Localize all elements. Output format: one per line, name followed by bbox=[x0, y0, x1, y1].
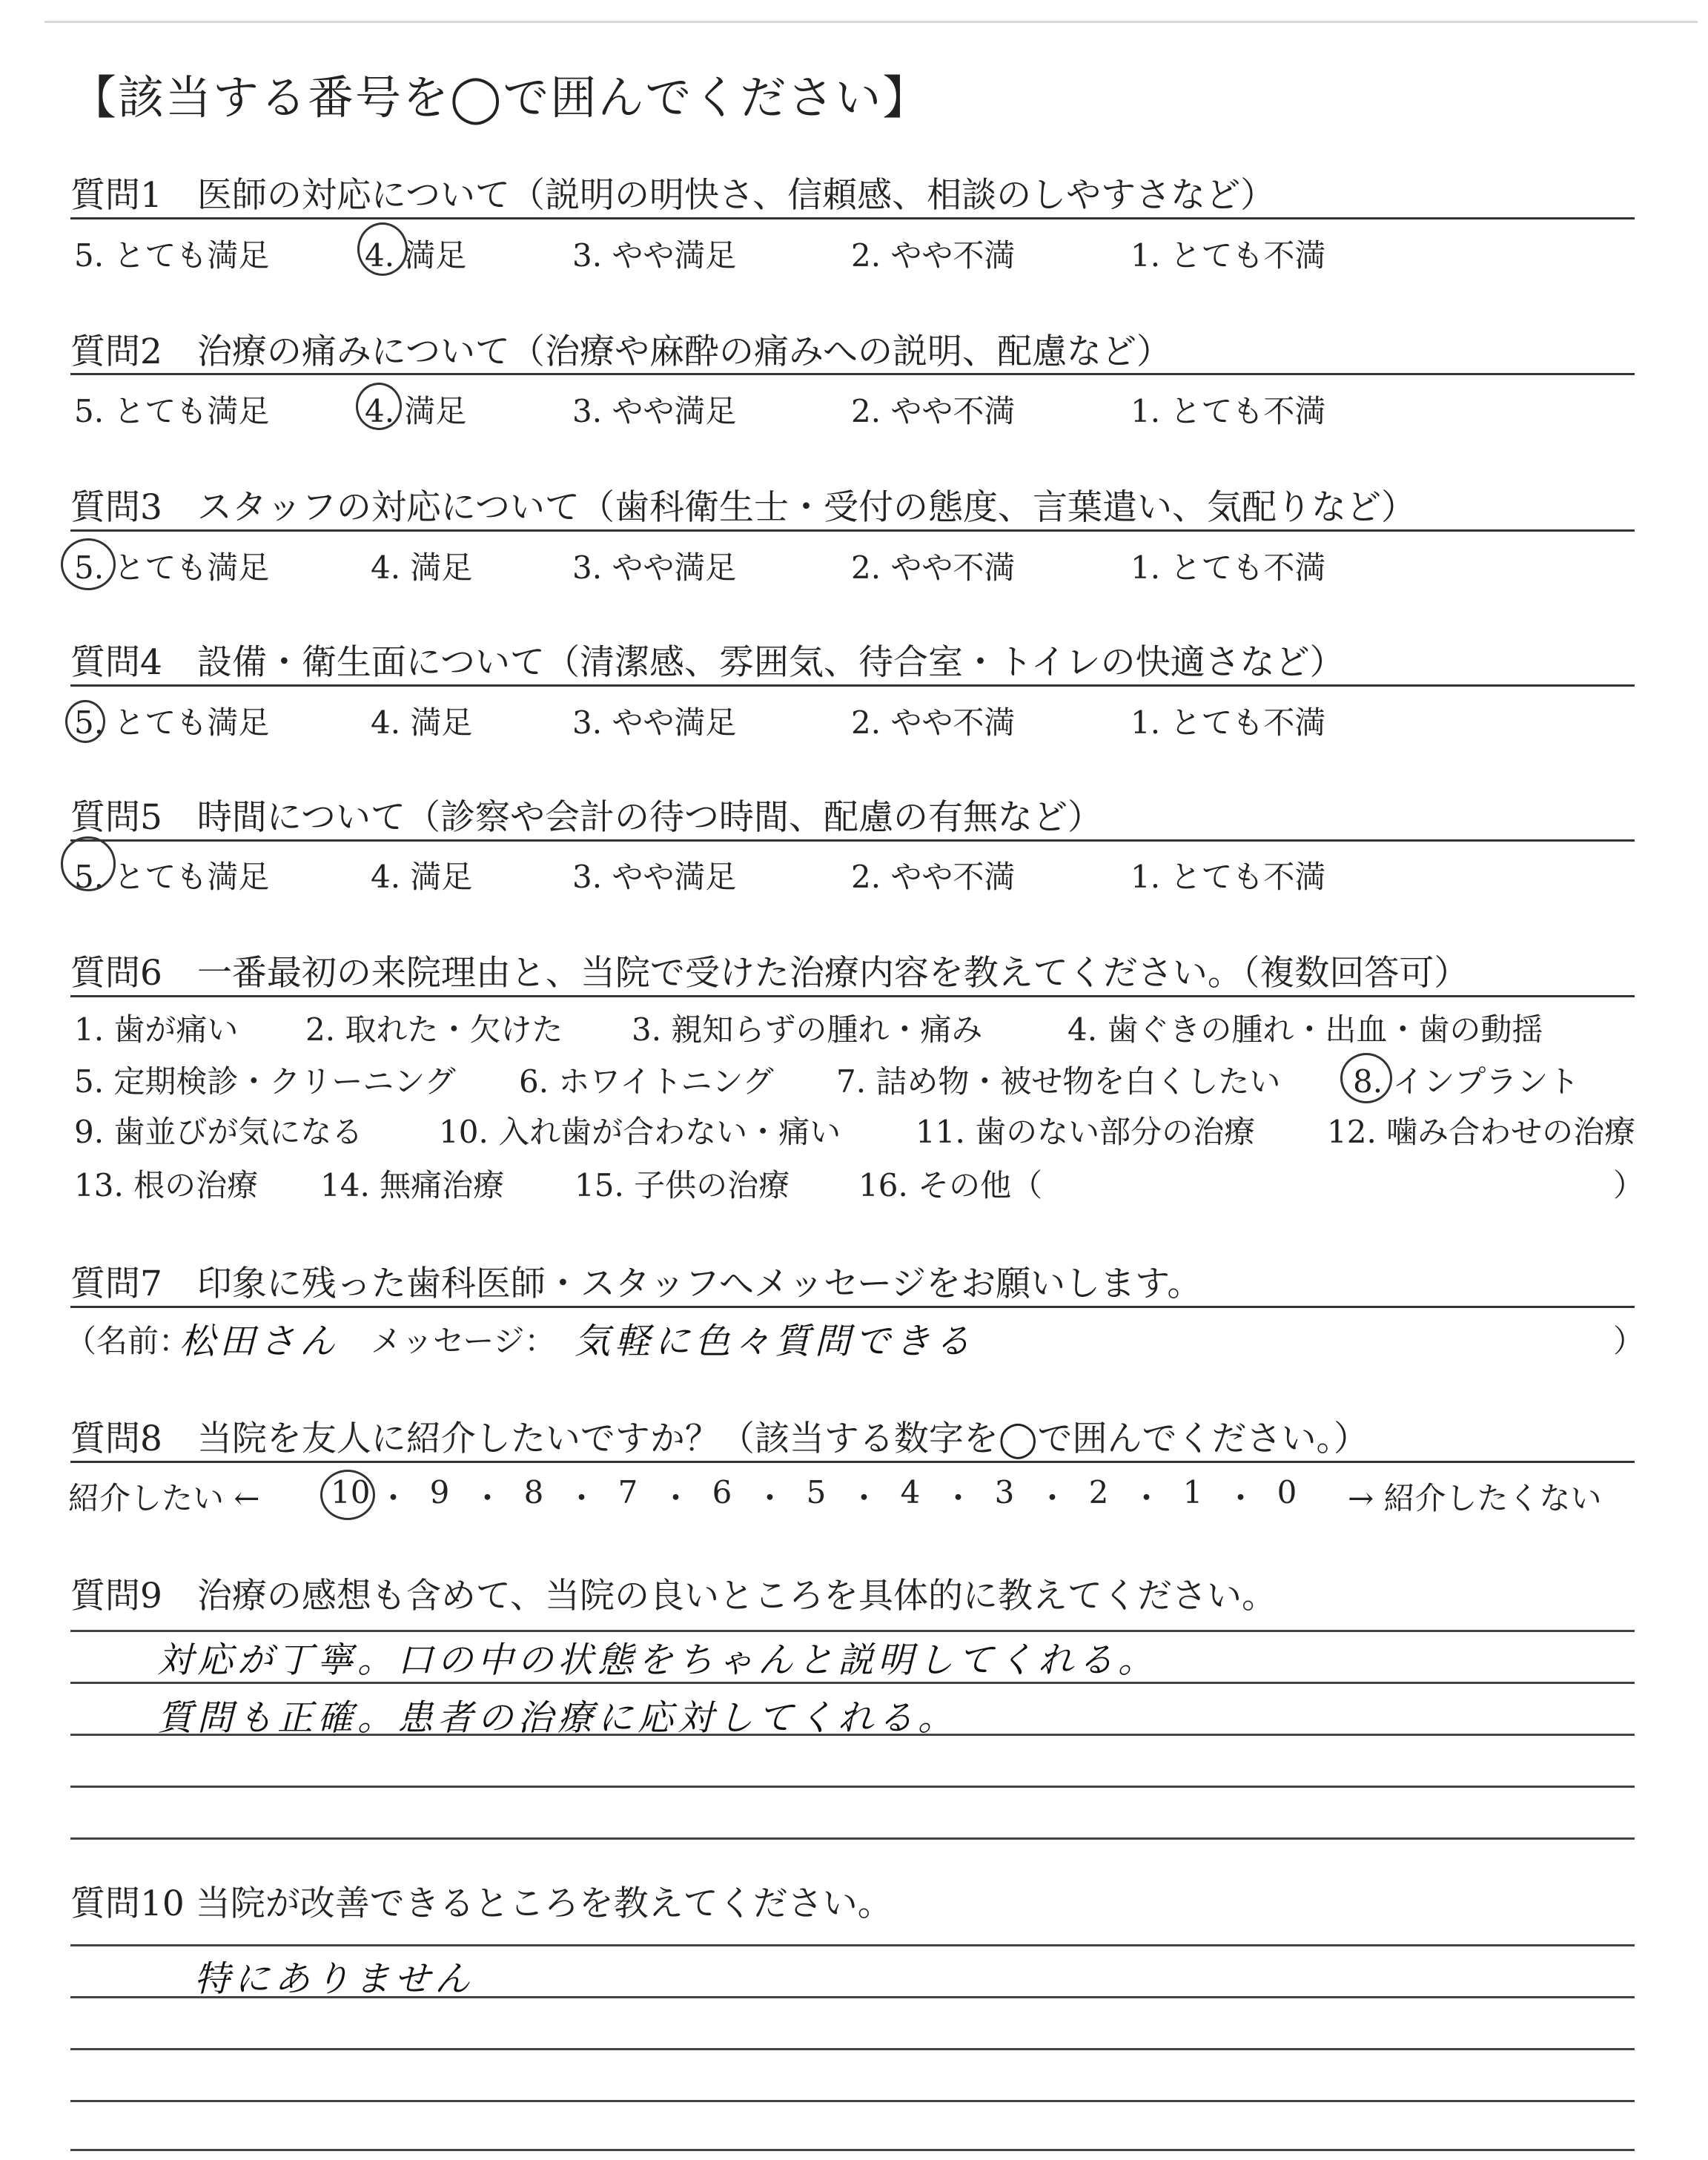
q8-scale-value-0[interactable]: 0 bbox=[1277, 1474, 1297, 1510]
q7-close-paren: ） bbox=[1613, 1323, 1645, 1359]
question-6-title: 質問6 一番最初の来院理由と、当院で受けた治療内容を教えてください。（複数回答可） bbox=[70, 953, 1469, 994]
q8-scale-separator: ・ bbox=[660, 1480, 692, 1516]
q8-scale-value-9[interactable]: 9 bbox=[429, 1474, 450, 1510]
q4-selection-circle bbox=[65, 700, 105, 743]
q10-answer-line-4 bbox=[70, 2100, 1635, 2102]
q8-scale-value-7[interactable]: 7 bbox=[618, 1474, 638, 1510]
q4-option-5[interactable]: 5. とても満足 bbox=[74, 704, 270, 741]
q3-option-5[interactable]: 5. とても満足 bbox=[74, 549, 270, 586]
q8-scale-value-4[interactable]: 4 bbox=[900, 1474, 921, 1510]
q10-handwriting-1[interactable]: 特にありません bbox=[194, 1958, 475, 2000]
q3-option-4[interactable]: 4. 満足 bbox=[371, 549, 473, 586]
q8-left-label: 紹介したい ← bbox=[68, 1480, 260, 1516]
q5-option-5[interactable]: 5. とても満足 bbox=[74, 859, 270, 895]
q5-option-2[interactable]: 2. やや不満 bbox=[851, 859, 1016, 895]
q8-scale-separator: ・ bbox=[1131, 1480, 1162, 1516]
q6-option-12[interactable]: 12. 噛み合わせの治療 bbox=[1327, 1114, 1636, 1150]
q6-option-11[interactable]: 11. 歯のない部分の治療 bbox=[916, 1114, 1256, 1150]
q7-name-label: （名前： bbox=[65, 1323, 191, 1359]
q6-option-16[interactable]: 16. その他（ bbox=[858, 1167, 1043, 1203]
q6-option-5[interactable]: 5. 定期検診・クリーニング bbox=[74, 1063, 456, 1100]
q6-selection-circle bbox=[1340, 1053, 1392, 1103]
q6-option-8[interactable]: 8. インプラント bbox=[1353, 1063, 1580, 1100]
q8-scale-value-1[interactable]: 1 bbox=[1182, 1474, 1203, 1510]
q5-option-1[interactable]: 1. とても不満 bbox=[1131, 859, 1326, 895]
q8-scale-value-3[interactable]: 3 bbox=[994, 1474, 1015, 1510]
q2-option-1[interactable]: 1. とても不満 bbox=[1131, 393, 1326, 429]
q10-answer-line-5 bbox=[70, 2149, 1635, 2151]
q1-selection-circle bbox=[357, 222, 408, 276]
q4-option-2[interactable]: 2. やや不満 bbox=[851, 704, 1016, 741]
question-8-title: 質問8 当院を友人に紹介したいですか？（該当する数字を◯で囲んでください。） bbox=[70, 1418, 1369, 1459]
question-1-title: 質問1 医師の対応について（説明の明快さ、信頼感、相談のしやすさなど） bbox=[70, 175, 1276, 216]
q6-option-15[interactable]: 15. 子供の治療 bbox=[575, 1167, 790, 1203]
q6-option-7[interactable]: 7. 詰め物・被せ物を白くしたい bbox=[836, 1063, 1281, 1100]
q6-option-1[interactable]: 1. 歯が痛い bbox=[74, 1011, 239, 1048]
q10-answer-line-3 bbox=[70, 2048, 1635, 2050]
page-heading: 【該当する番号を◯で囲んでください】 bbox=[70, 70, 930, 125]
q1-option-2[interactable]: 2. やや不満 bbox=[851, 237, 1016, 274]
question-6-rule bbox=[70, 995, 1635, 997]
q9-handwriting-2[interactable]: 質問も正確。患者の治療に応対してくれる。 bbox=[157, 1697, 959, 1739]
q8-scale-separator: ・ bbox=[942, 1480, 974, 1516]
q4-option-1[interactable]: 1. とても不満 bbox=[1131, 704, 1326, 741]
q6-option-2[interactable]: 2. 取れた・欠けた bbox=[305, 1011, 563, 1048]
q8-scale-value-2[interactable]: 2 bbox=[1088, 1474, 1109, 1510]
q8-scale-separator: ・ bbox=[848, 1480, 880, 1516]
q7-message-handwriting[interactable]: 気軽に色々質問できる bbox=[575, 1321, 976, 1362]
scan-edge bbox=[44, 21, 1698, 23]
q1-option-3[interactable]: 3. やや満足 bbox=[572, 237, 737, 274]
q2-option-5[interactable]: 5. とても満足 bbox=[74, 393, 270, 429]
q8-scale-value-8[interactable]: 8 bbox=[523, 1474, 544, 1510]
q6-option-3[interactable]: 3. 親知らずの腫れ・痛み bbox=[632, 1011, 983, 1048]
q1-option-5[interactable]: 5. とても満足 bbox=[74, 237, 270, 274]
q6-option-4[interactable]: 4. 歯ぐきの腫れ・出血・歯の動揺 bbox=[1068, 1011, 1543, 1048]
q9-answer-line-5 bbox=[70, 1837, 1635, 1840]
question-3-title: 質問3 スタッフの対応について（歯科衛生士・受付の態度、言葉遣い、気配りなど） bbox=[70, 487, 1416, 528]
q8-scale-value-10[interactable]: 10 bbox=[331, 1474, 371, 1510]
q6-option-14[interactable]: 14. 無痛治療 bbox=[320, 1167, 505, 1203]
question-3-rule bbox=[70, 529, 1635, 532]
question-4-rule bbox=[70, 684, 1635, 687]
q9-handwriting-1[interactable]: 対応が丁寧。口の中の状態をちゃんと説明してくれる。 bbox=[157, 1639, 1159, 1681]
question-5-title: 質問5 時間について（診察や会計の待つ時間、配慮の有無など） bbox=[70, 797, 1102, 838]
q7-name-handwriting[interactable]: 松田さん bbox=[179, 1321, 340, 1362]
q2-option-3[interactable]: 3. やや満足 bbox=[572, 393, 737, 429]
question-8-rule bbox=[70, 1461, 1635, 1463]
question-7-rule bbox=[70, 1306, 1635, 1308]
q3-selection-circle bbox=[61, 538, 116, 590]
question-2-rule bbox=[70, 373, 1635, 375]
question-9-title: 質問9 治療の感想も含めて、当院の良いところを具体的に教えてください。 bbox=[70, 1576, 1277, 1616]
question-4-title: 質問4 設備・衛生面について（清潔感、雰囲気、待合室・トイレの快適さなど） bbox=[70, 642, 1345, 683]
question-5-rule bbox=[70, 839, 1635, 842]
q1-option-1[interactable]: 1. とても不満 bbox=[1131, 237, 1326, 274]
q2-option-4[interactable]: 4. 満足 bbox=[365, 393, 467, 429]
q6-option-9[interactable]: 9. 歯並びが気になる bbox=[74, 1114, 363, 1150]
q4-option-4[interactable]: 4. 満足 bbox=[371, 704, 473, 741]
q6-option-10[interactable]: 10. 入れ歯が合わない・痛い bbox=[439, 1114, 841, 1150]
q3-option-1[interactable]: 1. とても不満 bbox=[1131, 549, 1326, 586]
q8-right-label: → 紹介したくない bbox=[1348, 1480, 1602, 1516]
question-2-title: 質問2 治療の痛みについて（治療や麻酔の痛みへの説明、配慮など） bbox=[70, 331, 1172, 372]
question-7-title: 質問7 印象に残った歯科医師・スタッフへメッセージをお願いします。 bbox=[70, 1264, 1202, 1304]
q9-answer-line-4 bbox=[70, 1786, 1635, 1788]
q8-scale-separator: ・ bbox=[566, 1480, 598, 1516]
q1-option-4[interactable]: 4. 満足 bbox=[365, 237, 467, 274]
q8-scale-separator: ・ bbox=[471, 1480, 503, 1516]
q3-option-3[interactable]: 3. やや満足 bbox=[572, 549, 737, 586]
q8-scale-separator: ・ bbox=[377, 1480, 409, 1516]
q5-option-4[interactable]: 4. 満足 bbox=[371, 859, 473, 895]
question-1-rule bbox=[70, 217, 1635, 219]
q8-scale-separator: ・ bbox=[754, 1480, 786, 1516]
q8-scale-value-6[interactable]: 6 bbox=[712, 1474, 732, 1510]
q8-scale-separator: ・ bbox=[1225, 1480, 1257, 1516]
q6-close-paren: ） bbox=[1613, 1167, 1645, 1203]
q5-selection-circle bbox=[61, 836, 116, 891]
q8-scale-value-5[interactable]: 5 bbox=[806, 1474, 827, 1510]
q6-option-13[interactable]: 13. 根の治療 bbox=[74, 1167, 259, 1203]
question-10-title: 質問10 当院が改善できるところを教えてください。 bbox=[70, 1883, 893, 1924]
q6-option-6[interactable]: 6. ホワイトニング bbox=[519, 1063, 774, 1100]
q3-option-2[interactable]: 2. やや不満 bbox=[851, 549, 1016, 586]
q10-answer-line-1 bbox=[70, 1944, 1635, 1946]
q7-message-label: メッセージ： bbox=[371, 1323, 556, 1359]
q2-option-2[interactable]: 2. やや不満 bbox=[851, 393, 1016, 429]
q2-selection-circle bbox=[356, 383, 402, 430]
q8-scale-separator: ・ bbox=[1036, 1480, 1068, 1516]
q4-option-3[interactable]: 3. やや満足 bbox=[572, 704, 737, 741]
q5-option-3[interactable]: 3. やや満足 bbox=[572, 859, 737, 895]
